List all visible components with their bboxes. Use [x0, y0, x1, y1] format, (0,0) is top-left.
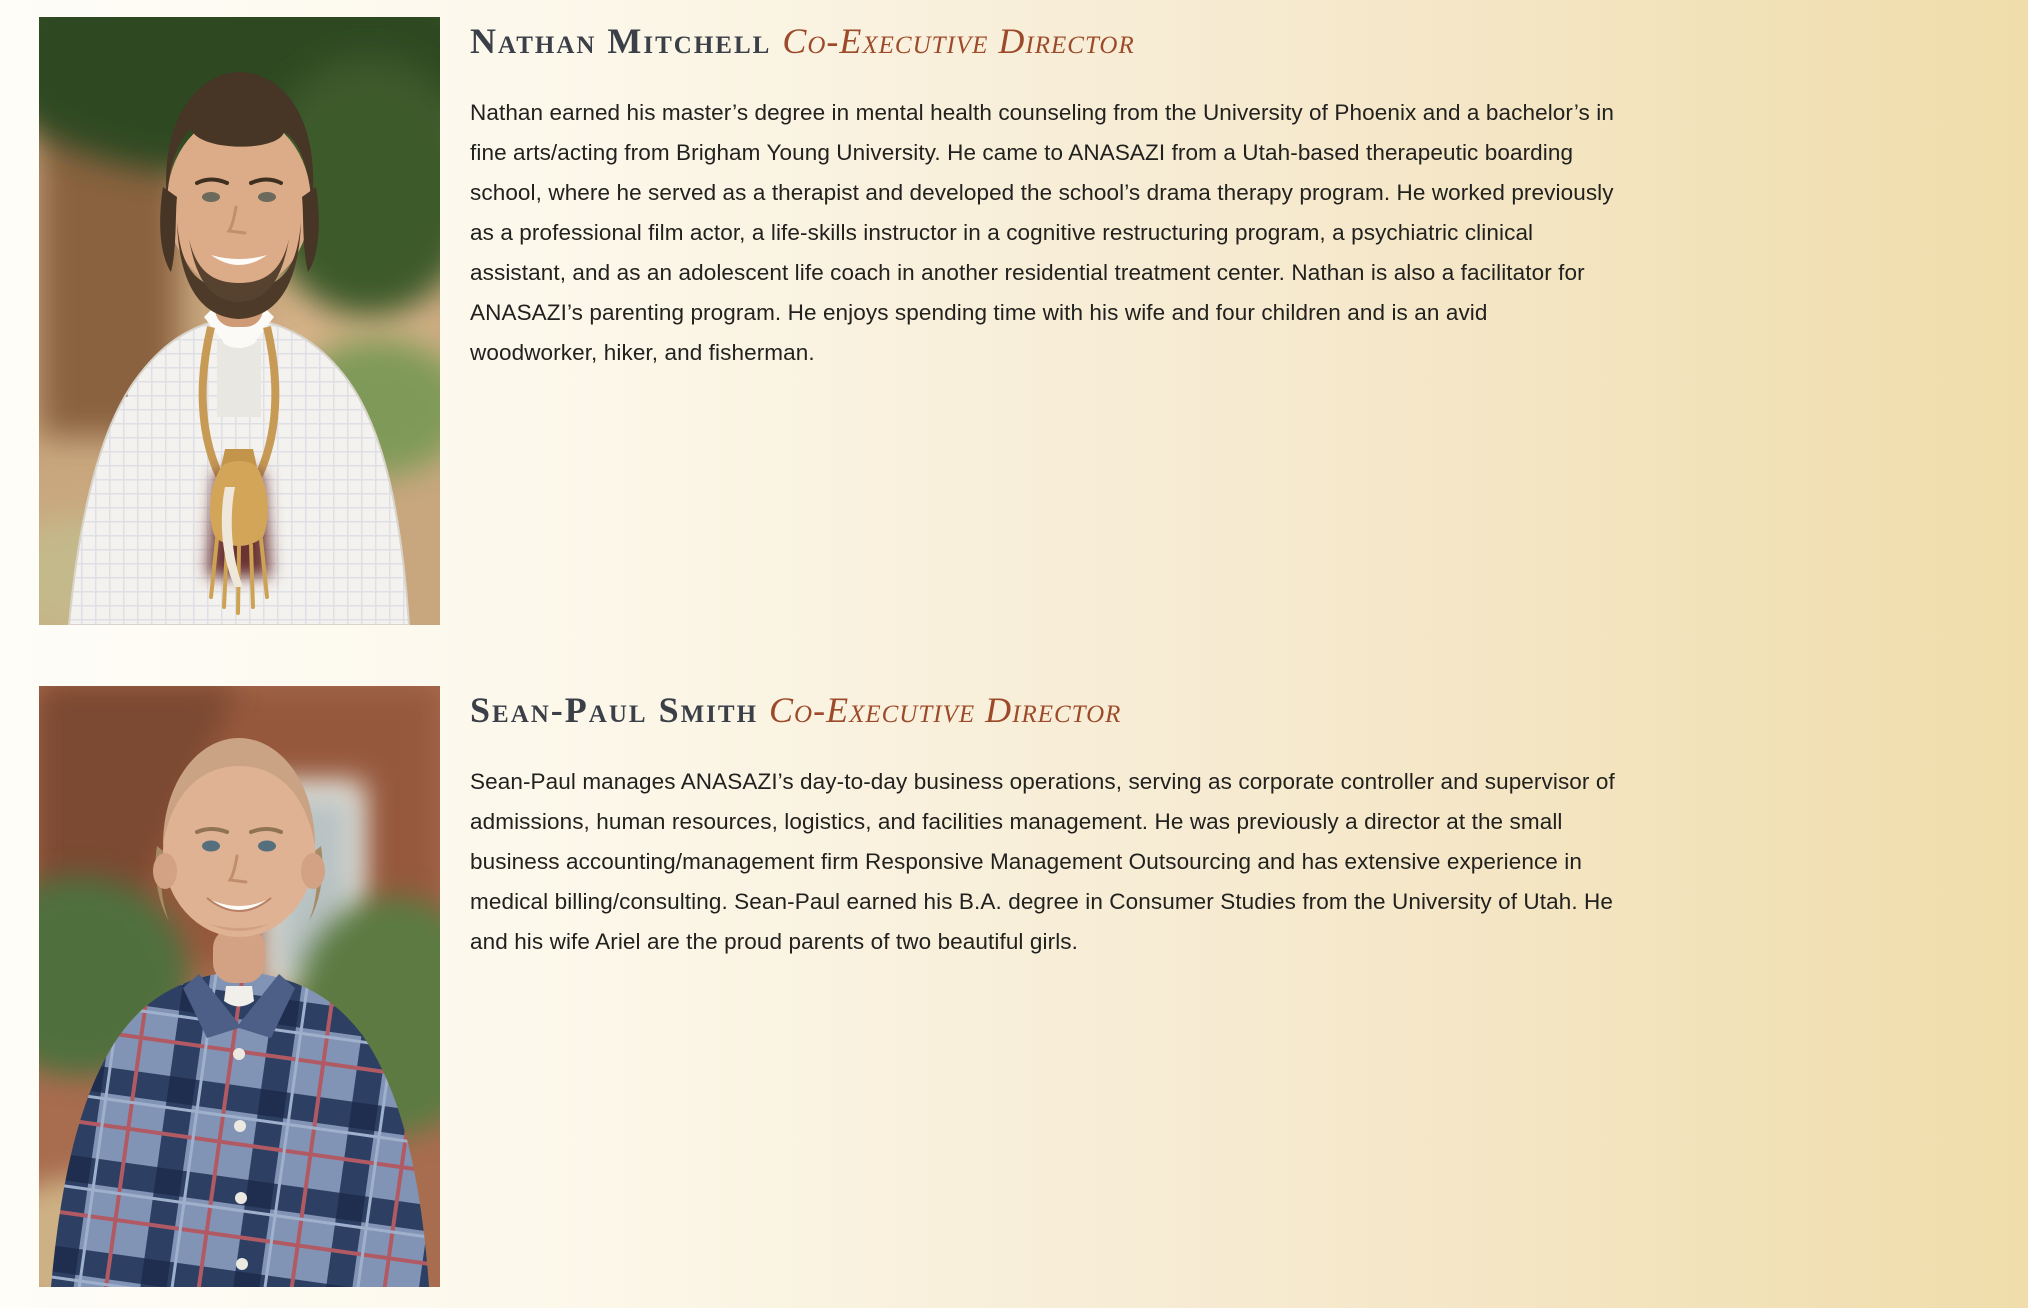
sean-paul-smith-heading [470, 690, 1620, 731]
profile-nathan-mitchell [39, 17, 1620, 625]
sean-paul-smith-content [470, 686, 1620, 1287]
nathan-mitchell-heading [470, 21, 1620, 62]
nathan-mitchell-portrait-image [39, 17, 440, 625]
sean-paul-smith-bio: Sean-Paul manages ANASAZI’s day-to-day business operations, serving as corporate controller and supervisor of admissions, human resources, logistics, and facilities management. He was previously a director at the small business accounting/management firm Responsive Management Outsourcing and has extensive experience in medical billing/consulting. Sean-Paul earned his B.A. degree in Consumer Studies from the University of Utah. He and his wife Ariel are the proud parents of two beautiful girls. [470, 769, 1615, 955]
person-name: Sean-Paul Smith [470, 690, 759, 730]
sean-paul-smith-photo [39, 686, 440, 1287]
nathan-mitchell-content [470, 17, 1620, 625]
person-title: Co-Executive Director [769, 690, 1122, 730]
sean-paul-smith-portrait-image [39, 686, 440, 1287]
person-title: Co-Executive Director [782, 21, 1135, 61]
profile-sean-paul-smith [39, 686, 1620, 1287]
person-name: Nathan Mitchell [470, 21, 772, 61]
nathan-mitchell-photo [39, 17, 440, 625]
nathan-mitchell-bio: Nathan earned his master’s degree in mental health counseling from the University of Phoenix and a bachelor’s in fine arts/acting from Brigham Young University. He came to ANASAZI from a Utah-based therapeutic boarding school, where he served as a therapist and developed the school’s drama therapy program. He worked previously as a professional film actor, a life-skills instructor in a cognitive restructuring program, a psychiatric clinical assistant, and as an adolescent life coach in another residential treatment center. Nathan is also a facilitator for ANASAZI’s parenting program. He enjoys spending time with his wife and four children and is an avid woodworker, hiker, and fisherman. [470, 100, 1614, 366]
